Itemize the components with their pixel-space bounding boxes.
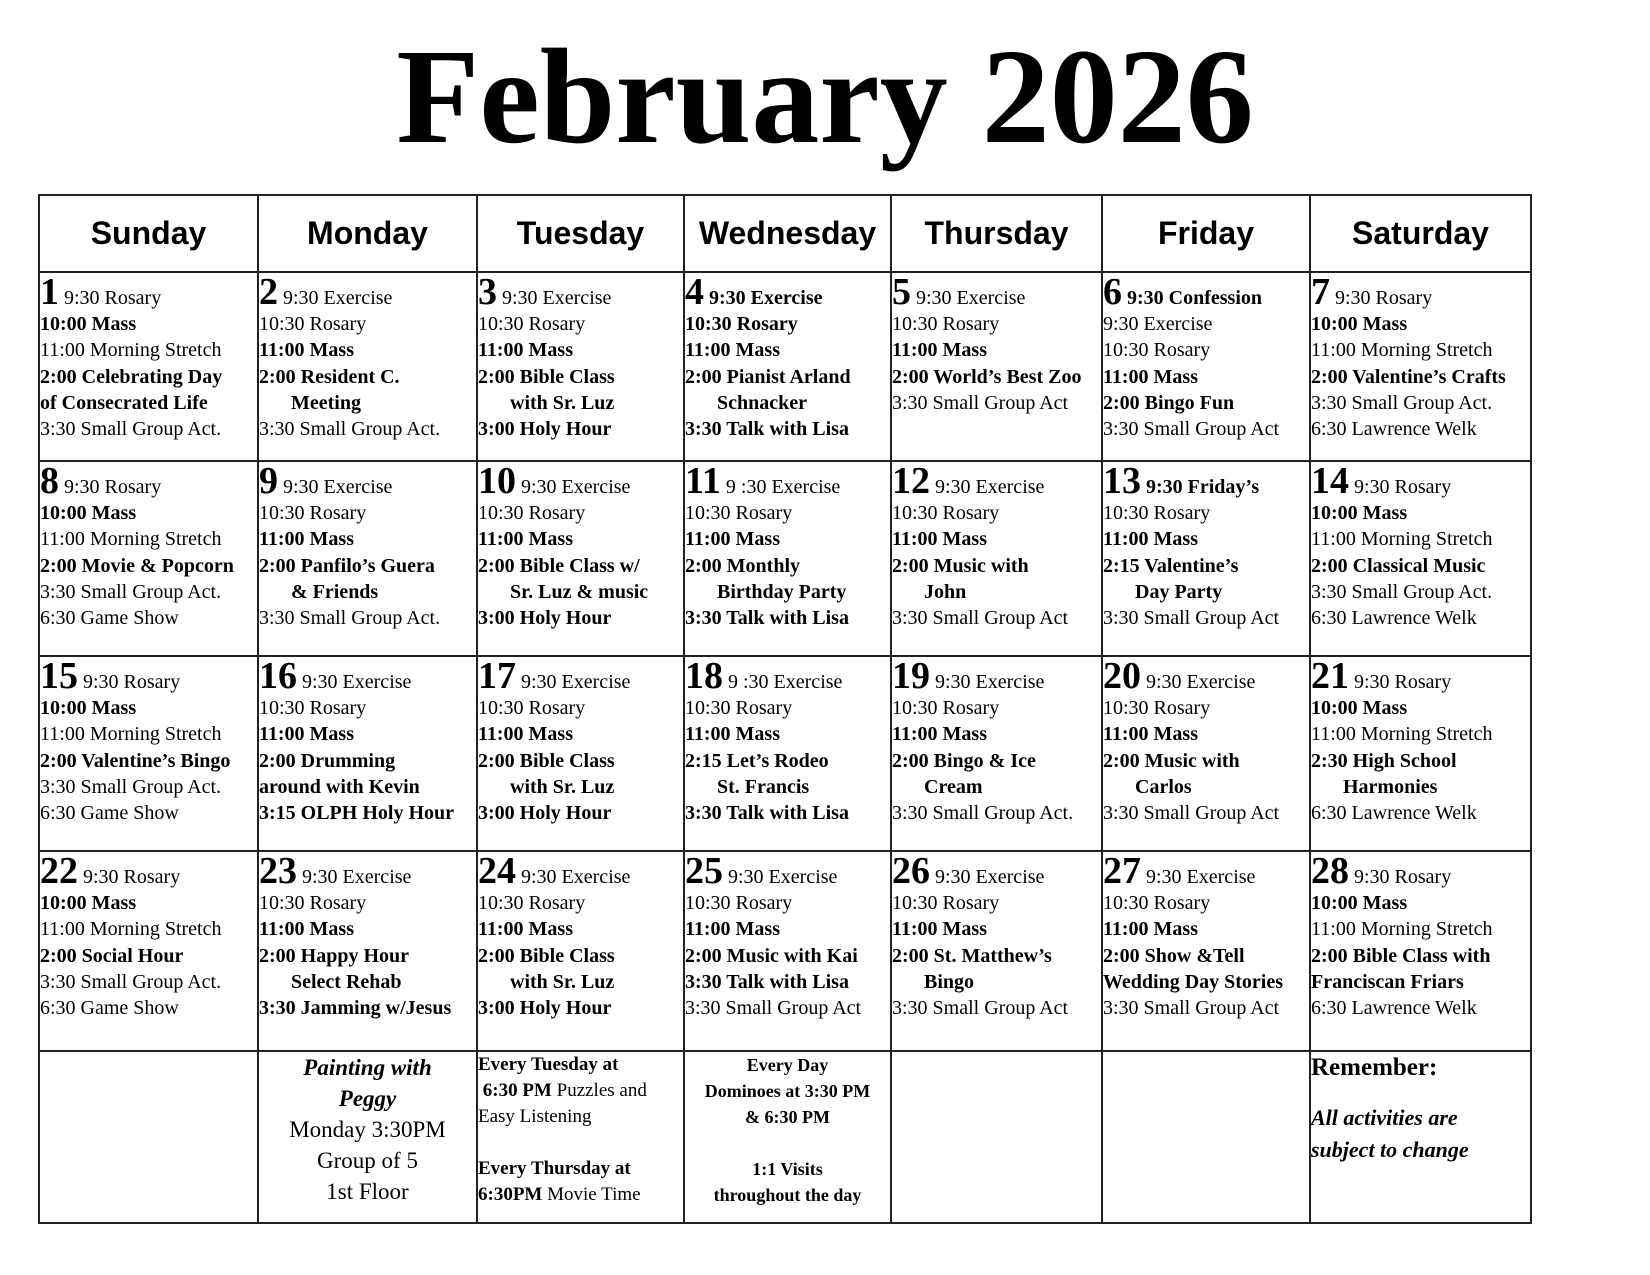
activity-line: 11:00 Mass [478,528,573,551]
activity-line: Cream [924,775,983,798]
day-number: 23 [259,850,297,892]
activity-line: 11:00 Mass [1103,918,1198,941]
tuesday-activity-2: Easy Listening [478,1106,592,1127]
activity-line: 3:30 Small Group Act [1103,802,1280,825]
painting-location: 1st Floor [326,1179,409,1204]
activity-line: with Sr. Luz [510,775,615,798]
activity-line: 2:00 Bible Class w/ [478,554,640,577]
activity-line: 11:00 Mass [892,918,987,941]
day-cell [258,656,477,851]
day-number: 11 [685,460,721,502]
day-number: 16 [259,655,297,697]
activity-line: 11:00 Mass [1103,723,1198,746]
day-number: 4 [685,271,704,313]
first-activity: 9:30 Friday’s [1146,476,1260,498]
activity-line: Harmonies [1343,775,1438,798]
day-header [1311,462,1530,500]
remember-note [1310,1051,1531,1223]
day-cell [1310,461,1531,656]
activity-line: & Friends [291,580,379,603]
first-activity: 9:30 Rosary [64,287,162,309]
activity-line: 2:00 Valentine’s Crafts [1311,365,1506,388]
day-header [478,657,683,695]
day-cell [1102,461,1310,656]
first-activity: 9:30 Rosary [64,476,162,498]
activity-line: 3:30 Small Group Act. [259,418,441,441]
activity-line: Day Party [1135,580,1223,603]
activity-line: 11:00 Morning Stretch [1311,723,1493,746]
activity-line: 2:00 Bible Class [478,749,615,772]
day-header [259,273,476,311]
activity-line: 2:00 Music with [1103,749,1240,772]
day-header [40,852,257,890]
activity-line: 3:00 Holy Hour [478,418,612,441]
activity-line: 10:30 Rosary [1103,502,1211,524]
visits-line-2: throughout the day [713,1185,862,1205]
activity-line: 11:00 Mass [892,339,987,362]
activity-line: 10:30 Rosary [685,892,793,914]
calendar-grid [38,194,1532,1224]
activity-line: 2:00 Classical Music [1311,554,1486,577]
activity-line: 2:00 Monthly [685,554,800,577]
day-number: 12 [892,460,930,502]
day-number: 13 [1103,460,1141,502]
day-header [40,273,257,311]
day-header [1103,462,1309,500]
day-cell [684,656,891,851]
activity-line: 9:30 Exercise [1103,313,1213,335]
weekday-thursday: Thursday [891,195,1102,272]
activity-line: 6:30 Game Show [40,802,179,825]
remember-text-1: All activities are [1311,1105,1458,1130]
activity-line: 2:00 Panfilo’s Guera [259,554,435,577]
thursday-activity: Movie Time [542,1184,641,1205]
activity-line: 3:30 Talk with Lisa [685,802,849,825]
first-activity: 9:30 Exercise [302,671,412,693]
day-number: 20 [1103,655,1141,697]
activity-line: 2:00 Bingo & Ice [892,749,1036,772]
day-header [1311,657,1530,695]
first-activity: 9:30 Exercise [521,671,631,693]
activity-line: 2:00 Resident C. [259,365,400,388]
day-header [892,852,1101,890]
day-number: 22 [40,850,78,892]
weekday-saturday: Saturday [1310,195,1531,272]
day-header [685,462,890,500]
activity-line: 2:00 Bible Class [478,365,615,388]
day-cell [1102,272,1310,461]
activity-line: 2:00 Valentine’s Bingo [40,749,231,772]
day-header [1103,273,1309,311]
activity-line: 2:00 Bible Class with [1311,944,1491,967]
activity-line: 3:00 Holy Hour [478,607,612,630]
activity-line: of Consecrated Life [40,391,208,414]
weekday-wednesday: Wednesday [684,195,891,272]
first-activity: 9:30 Exercise [1146,671,1256,693]
first-activity: 9:30 Exercise [916,287,1026,309]
activity-line: Franciscan Friars [1311,970,1464,993]
day-cell [477,851,684,1051]
tuesday-time: 6:30 PM [482,1080,552,1101]
activity-line: 11:00 Mass [685,339,780,362]
activity-line: 2:00 Bingo Fun [1103,391,1235,414]
first-activity: 9 :30 Exercise [728,671,843,693]
activity-line: 2:00 St. Matthew’s [892,944,1052,967]
first-activity: 9:30 Exercise [502,287,612,309]
activity-line: Select Rehab [291,970,402,993]
weekday-header-row [39,195,1531,272]
remember-text-2: subject to change [1311,1137,1469,1162]
day-header [685,273,890,311]
day-header [40,657,257,695]
day-number: 26 [892,850,930,892]
activity-line: 6:30 Lawrence Welk [1311,607,1477,630]
painting-title-2: Peggy [338,1086,397,1111]
painting-title-1: Painting with [303,1055,432,1080]
activity-line: 10:00 Mass [40,313,137,335]
activity-line: 10:30 Rosary [685,502,793,524]
day-number: 3 [478,271,497,313]
day-header [478,852,683,890]
notes-empty-cell [39,1051,258,1223]
week-row [39,461,1531,656]
activity-line: 10:00 Mass [40,892,137,914]
week-row [39,656,1531,851]
day-number: 28 [1311,850,1349,892]
activity-line: 10:30 Rosary [892,502,1000,524]
activity-line: 11:00 Mass [259,528,354,551]
day-header [892,273,1101,311]
activity-line: 10:00 Mass [1311,892,1408,914]
day-header [478,273,683,311]
day-cell [39,461,258,656]
painting-group: Group of 5 [317,1148,418,1173]
activity-line: around with Kevin [259,775,420,798]
day-cell [1310,851,1531,1051]
calendar-title: February 2026 [396,22,1254,172]
notes-empty-cell [891,1051,1102,1223]
day-number: 27 [1103,850,1141,892]
activity-line: 10:30 Rosary [259,313,367,335]
first-activity: 9:30 Exercise [521,476,631,498]
activity-line: 3:30 Small Group Act. [40,418,222,441]
activity-line: 10:30 Rosary [1103,892,1211,914]
tuesday-heading: Every Tuesday at [478,1054,619,1075]
activity-line: 10:30 Rosary [478,892,586,914]
first-activity: 9:30 Rosary [83,866,181,888]
first-activity: 9:30 Exercise [728,866,838,888]
day-header [1311,273,1530,311]
painting-note [258,1051,477,1223]
day-cell [258,461,477,656]
day-cell [258,851,477,1051]
activity-line: Sr. Luz & music [510,580,649,603]
day-header [685,657,890,695]
activity-line: 2:30 High School [1311,749,1457,772]
activity-line: 3:30 Small Group Act. [1311,580,1493,603]
activity-line: St. Francis [717,775,810,798]
activity-line: 11:00 Morning Stretch [40,918,222,941]
activity-line: 10:30 Rosary [478,313,586,335]
activity-line: 11:00 Mass [259,723,354,746]
activity-line: 2:00 Bible Class [478,944,615,967]
visits-line: 1:1 Visits [752,1159,823,1179]
week-row [39,851,1531,1051]
day-number: 1 [40,271,59,313]
activity-line: 2:00 Movie & Popcorn [40,554,234,577]
first-activity: 9:30 Exercise [935,866,1045,888]
activity-line: 10:30 Rosary [1103,697,1211,719]
activity-line: Schnacker [717,391,807,414]
day-number: 10 [478,460,516,502]
activity-line: 11:00 Morning Stretch [40,528,222,551]
day-header [1311,852,1530,890]
activity-line: 11:00 Mass [478,723,573,746]
activity-line: 3:30 Small Group Act. [1311,391,1493,414]
day-header [892,657,1101,695]
activity-line: 6:30 Game Show [40,997,179,1020]
activity-line: 3:30 Small Group Act [1103,607,1280,630]
activity-line: 3:30 Talk with Lisa [685,418,849,441]
activity-line: 11:00 Morning Stretch [40,723,222,746]
activity-line: 3:00 Holy Hour [478,997,612,1020]
day-cell [891,272,1102,461]
activity-line: 10:30 Rosary [478,502,586,524]
painting-schedule: Monday 3:30PM [289,1117,446,1142]
activity-line: 6:30 Lawrence Welk [1311,997,1477,1020]
activity-line: 2:00 Social Hour [40,944,184,967]
thursday-time: 6:30PM [478,1184,543,1205]
day-cell [891,461,1102,656]
activity-line: 10:30 Rosary [259,892,367,914]
tuesday-activity: Puzzles and [551,1080,647,1101]
activity-line: 10:00 Mass [1311,313,1408,335]
activity-line: 3:30 Small Group Act. [40,580,222,603]
day-number: 6 [1103,271,1122,313]
day-cell [684,272,891,461]
day-number: 9 [259,460,278,502]
activity-line: 11:00 Morning Stretch [1311,528,1493,551]
activity-line: 11:00 Mass [478,918,573,941]
first-activity: 9:30 Exercise [283,287,393,309]
day-header [259,852,476,890]
day-cell [477,656,684,851]
activity-line: Meeting [291,391,361,414]
activity-line: 11:00 Mass [478,339,573,362]
activity-line: 10:30 Rosary [478,697,586,719]
day-number: 19 [892,655,930,697]
first-activity: 9:30 Exercise [521,866,631,888]
first-activity: 9:30 Exercise [1146,866,1256,888]
day-header [259,462,476,500]
dominoes-line-2: & 6:30 PM [745,1107,830,1127]
day-number: 5 [892,271,911,313]
day-number: 15 [40,655,78,697]
day-header [685,852,890,890]
thursday-heading: Every Thursday at [478,1158,631,1179]
activity-line: 6:30 Lawrence Welk [1311,802,1477,825]
activity-line: 3:15 OLPH Holy Hour [259,802,454,825]
first-activity: 9:30 Exercise [709,287,823,309]
activity-line: 10:30 Rosary [892,697,1000,719]
day-cell [1102,656,1310,851]
activity-line: 11:00 Mass [685,528,780,551]
day-number: 21 [1311,655,1349,697]
activity-line: Carlos [1135,775,1192,798]
activity-line: 2:00 World’s Best Zoo [892,365,1082,388]
first-activity: 9:30 Rosary [1354,476,1452,498]
first-activity: 9 :30 Exercise [725,476,841,498]
activity-line: 3:30 Small Group Act. [259,607,441,630]
day-cell [39,272,258,461]
day-cell [891,851,1102,1051]
day-number: 17 [478,655,516,697]
activity-line: 3:30 Small Group Act [892,391,1069,414]
activity-line: 6:30 Lawrence Welk [1311,418,1477,441]
day-header [1103,852,1309,890]
activity-line: 3:30 Talk with Lisa [685,607,849,630]
activity-line: 10:30 Rosary [892,892,1000,914]
day-header [892,462,1101,500]
first-activity: 9:30 Rosary [1335,287,1433,309]
activity-line: 2:00 Pianist Arland [685,365,851,388]
dominoes-line: Dominoes at 3:30 PM [704,1081,871,1101]
weekday-tuesday: Tuesday [477,195,684,272]
activity-line: 11:00 Mass [1103,365,1198,388]
day-cell [39,656,258,851]
activity-line: Bingo [924,970,975,993]
notes-empty-cell [1102,1051,1310,1223]
daily-heading: Every Day [746,1055,829,1075]
day-number: 25 [685,850,723,892]
first-activity: 9:30 Confession [1127,287,1263,309]
activity-line: 11:00 Morning Stretch [40,339,222,362]
activity-line: 3:30 Small Group Act [1103,997,1280,1020]
activity-line: 10:30 Rosary [259,502,367,524]
notes-row [39,1051,1531,1223]
activity-line: with Sr. Luz [510,970,615,993]
activity-line: 2:00 Music with Kai [685,944,858,967]
activity-line: 2:00 Music with [892,554,1029,577]
first-activity: 9:30 Exercise [283,476,393,498]
day-number: 24 [478,850,516,892]
day-cell [891,656,1102,851]
day-cell [1102,851,1310,1051]
activity-line: 3:30 Small Group Act [685,997,862,1020]
weekday-friday: Friday [1102,195,1310,272]
activity-line: 3:30 Small Group Act. [892,802,1074,825]
day-number: 2 [259,271,278,313]
weekday-monday: Monday [258,195,477,272]
day-cell [477,461,684,656]
activity-line: 10:00 Mass [1311,697,1408,719]
activity-line: 3:30 Small Group Act. [40,970,222,993]
activity-line: 10:30 Rosary [685,697,793,719]
activity-line: 2:00 Happy Hour [259,944,410,967]
activity-line: with Sr. Luz [510,391,615,414]
day-cell [684,851,891,1051]
first-activity: 9:30 Exercise [302,866,412,888]
week-row [39,272,1531,461]
remember-heading: Remember: [1311,1054,1438,1081]
activity-line: 11:00 Mass [259,918,354,941]
activity-line: Birthday Party [717,580,847,603]
activity-line: 10:30 Rosary [1103,339,1211,362]
first-activity: 9:30 Exercise [935,671,1045,693]
activity-line: 11:00 Mass [892,528,987,551]
first-activity: 9:30 Rosary [83,671,181,693]
first-activity: 9:30 Exercise [935,476,1045,498]
activity-line: 3:30 Small Group Act [892,997,1069,1020]
activity-line: 3:30 Small Group Act [892,607,1069,630]
activity-line: 11:00 Mass [892,723,987,746]
day-cell [477,272,684,461]
first-activity: 9:30 Rosary [1354,671,1452,693]
day-cell [258,272,477,461]
activity-line: 11:00 Morning Stretch [1311,339,1493,362]
activity-line: John [924,580,967,603]
activity-line: 3:30 Small Group Act. [40,775,222,798]
day-number: 14 [1311,460,1349,502]
weekday-sunday: Sunday [39,195,258,272]
day-cell [684,461,891,656]
day-header [259,657,476,695]
activity-line: 3:30 Jamming w/Jesus [259,997,452,1020]
activity-line: 11:00 Mass [685,918,780,941]
activity-line: 10:00 Mass [1311,502,1408,524]
activity-line: 2:00 Celebrating Day [40,365,223,388]
activity-line: 2:00 Drumming [259,749,396,772]
activity-line: 10:30 Rosary [685,313,798,335]
activity-line: 6:30 Game Show [40,607,179,630]
activity-line: 2:00 Show &Tell [1103,944,1245,967]
activity-line: Wedding Day Stories [1103,970,1284,993]
activity-line: 10:00 Mass [40,697,137,719]
activity-line: 2:15 Let’s Rodeo [685,749,829,772]
activity-line: 11:00 Mass [685,723,780,746]
day-cell [1310,656,1531,851]
activity-line: 10:00 Mass [40,502,137,524]
activity-line: 3:00 Holy Hour [478,802,612,825]
day-number: 7 [1311,271,1330,313]
weekly-note [477,1051,684,1223]
activity-line: 11:00 Morning Stretch [1311,918,1493,941]
activity-line: 11:00 Mass [1103,528,1198,551]
day-number: 18 [685,655,723,697]
day-header [478,462,683,500]
activity-line: 2:15 Valentine’s [1103,554,1239,577]
activity-line: 3:30 Small Group Act [1103,418,1280,441]
activity-line: 10:30 Rosary [892,313,1000,335]
first-activity: 9:30 Rosary [1354,866,1452,888]
day-cell [39,851,258,1051]
day-number: 8 [40,460,59,502]
activity-line: 11:00 Mass [259,339,354,362]
daily-note [684,1051,891,1223]
activity-line: 3:30 Talk with Lisa [685,970,849,993]
activity-line: 10:30 Rosary [259,697,367,719]
day-header [1103,657,1309,695]
day-cell [1310,272,1531,461]
day-header [40,462,257,500]
